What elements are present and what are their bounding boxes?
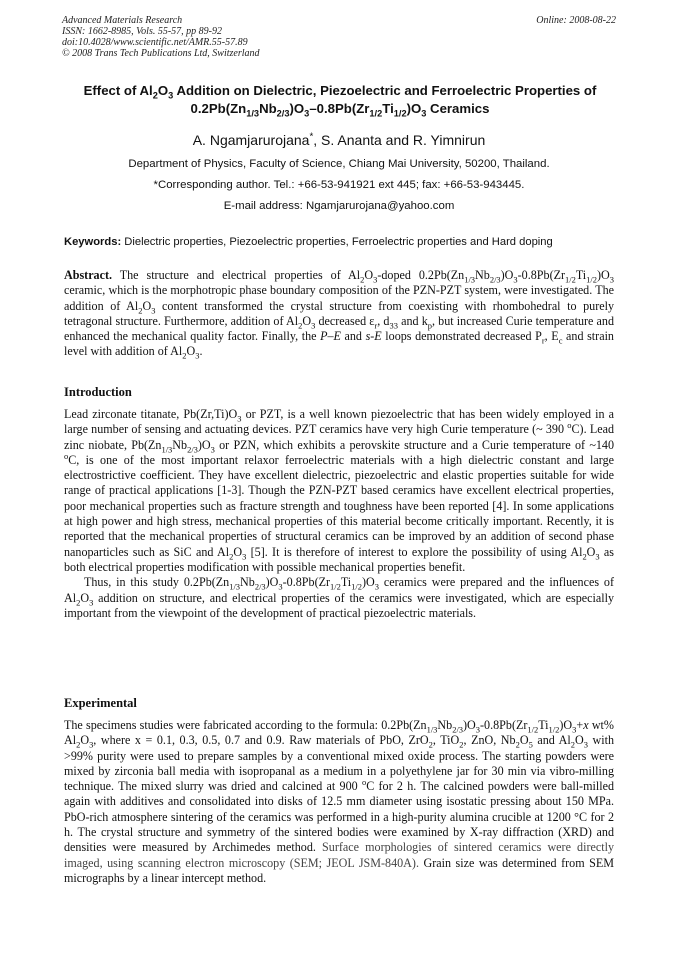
experimental-heading: Experimental: [64, 696, 137, 710]
author-list: A. Ngamjarurojana*, S. Ananta and R. Yimnirun: [192, 131, 486, 148]
journal-name: Advanced Materials Research: [62, 15, 183, 26]
email-address: E-mail address: Ngamjarurojana@yahoo.com: [223, 200, 455, 212]
journal-header: [62, 15, 616, 59]
keywords: Keywords: Dielectric properties, Piezoelectric properties, Ferroelectric properties and Hard doping: [64, 236, 553, 248]
paper-title: Effect of $Al_2O_3$ Addition on Dielectric, Piezoelectric and Ferroelectric Properties of $0.2Pb(Zn_{1/3}Nb_{2/3})O_3-0.8Pb(Zr_{1/2}Ti_{1/2})O_3$ Ceramics: [83, 83, 597, 119]
issn: ISSN: 1662-8985, Vols. 55-57, pp 89-92: [62, 26, 222, 37]
abstract-label: Abstract.: [64, 268, 113, 282]
intro-paragraph-2: Thus, in this study $0.2Pb(Zn_{1/3}Nb_{2/3})O_3-0.8Pb(Zr_{1/2}Ti_{1/2})O_3$ ceramics were prepared and the influences of $Al_2O_3$ addition on structure, and electrical properties of the ceramics were investigated, which are especially important from the viewpoint of the development of practical piezoelectric materials.: [64, 575, 614, 620]
experimental-text: The specimens studies were fabricated according to the formula: $0.2Pb(Zn_{1/3}Nb_{2/3})O_3-0.8Pb(Zr_{1/2}Ti_{1/2})O_3+x$ wt% $Al_2O_3$, where x = 0.1, 0.3, 0.5, 0.7 and 0.9. Raw materials of PbO, ZrO$_2$, TiO$_2$, ZnO, $Nb_2O_5$ and $Al_2O_3$ with >99% purity were used to prepare samples by a conventional mixed oxide process. The starting powders were mixed by zirconia ball media with isopropanal as a medium in a polyethylene jar for 30 min via vibro-milling technique. The mixed slurry was dried and calcined at 900 $^o$C for 2 h. The calcined powders were ball-milled again with additives and consolidated into disks of 12.5 mm diameter using isostatic pressing about 150 MPa. PbO-rich atmosphere sintering of the ceramics was performed in a high-purity alumina crucible at 1200 °C for 2 h. The crystal structure and symmetry of the sintered bodies were examined by X-ray diffraction (XRD) and densities were measured by Archimedes method. Surface morphologies of sintered ceramics were directly imaged, using scanning electron microscopy (SEM; JEOL JSM-840A). Grain size was determined from SEM micrographs by a linear intercept method.: [64, 718, 615, 885]
copyright: © 2008 Trans Tech Publications Ltd, Switzerland: [62, 48, 260, 59]
online-date: Online: 2008-08-22: [536, 15, 616, 26]
introduction-text: [64, 407, 614, 621]
corresponding-author: *Corresponding author. Tel.: +66-53-941921 ext 445; fax: +66-53-943445.: [153, 179, 525, 191]
intro-paragraph-1: Lead zirconate titanate, $Pb(Zr,Ti)O_3$ or PZT, is a well known piezoelectric that has been widely employed in a large number of sensing and actuating devices. PZT ceramics have very high Curie temperature (~ 390 $^o$C). Lead zinc niobate, $Pb(Zn_{1/3}Nb_{2/3})O_3$ or PZN, which exhibits a perovskite structure and a Curie temperature of ~140 $^o$C, is one of the most important relaxor ferroelectric materials with a high dielectric constant and large electrostrictive coefficient. They have excellent dielectric, piezoelectric and elastic properties suitable for wide range of practical applications [1-3]. Though the PZN-PZT based ceramics have excellent electrical properties, poor mechanical properties such as fracture strength and toughness have been reported [4]. In some applications at high power and high stress, mechanical properties of this material become critically important. Recently, it is reported that the mechanical properties of structural ceramics can be improved by an addition of second phase nanoparticles such as SiC and $Al_2O_3$ [5]. It is therefore of interest to explore the possibility of using $Al_2O_3$ as both electrical properties modification with possible mechanical properties benefit.: [64, 407, 614, 574]
introduction-heading: Introduction: [64, 385, 132, 399]
abstract: Abstract. The structure and electrical properties of $Al_2O_3$-doped $0.2Pb(Zn_{1/3}Nb_{2/3})O_3-0.8Pb(Zr_{1/2}Ti_{1/2})O_3$ ceramic, which is the morphotropic phase boundary composition of the PZN-PZT system, were investigated. The addition of $Al_2O_3$ content transformed the crystal structure from coexisting with rhombohedral to purely tetragonal structure. Furthermore, addition of $Al_2O_3$ decreased $\varepsilon_r$, $d_{33}$ and $k_p$, but increased Curie temperature and enhanced the mechanical quality factor. Finally, the P–E and s-E loops demonstrated decreased $P_r$, $E_c$ and strain level with addition of $Al_2O_3$.: [64, 268, 615, 361]
doi: doi:10.4028/www.scientific.net/AMR.55-57.89: [62, 37, 248, 48]
affiliation: Department of Physics, Faculty of Science, Chiang Mai University, 50200, Thailand.: [128, 158, 550, 170]
